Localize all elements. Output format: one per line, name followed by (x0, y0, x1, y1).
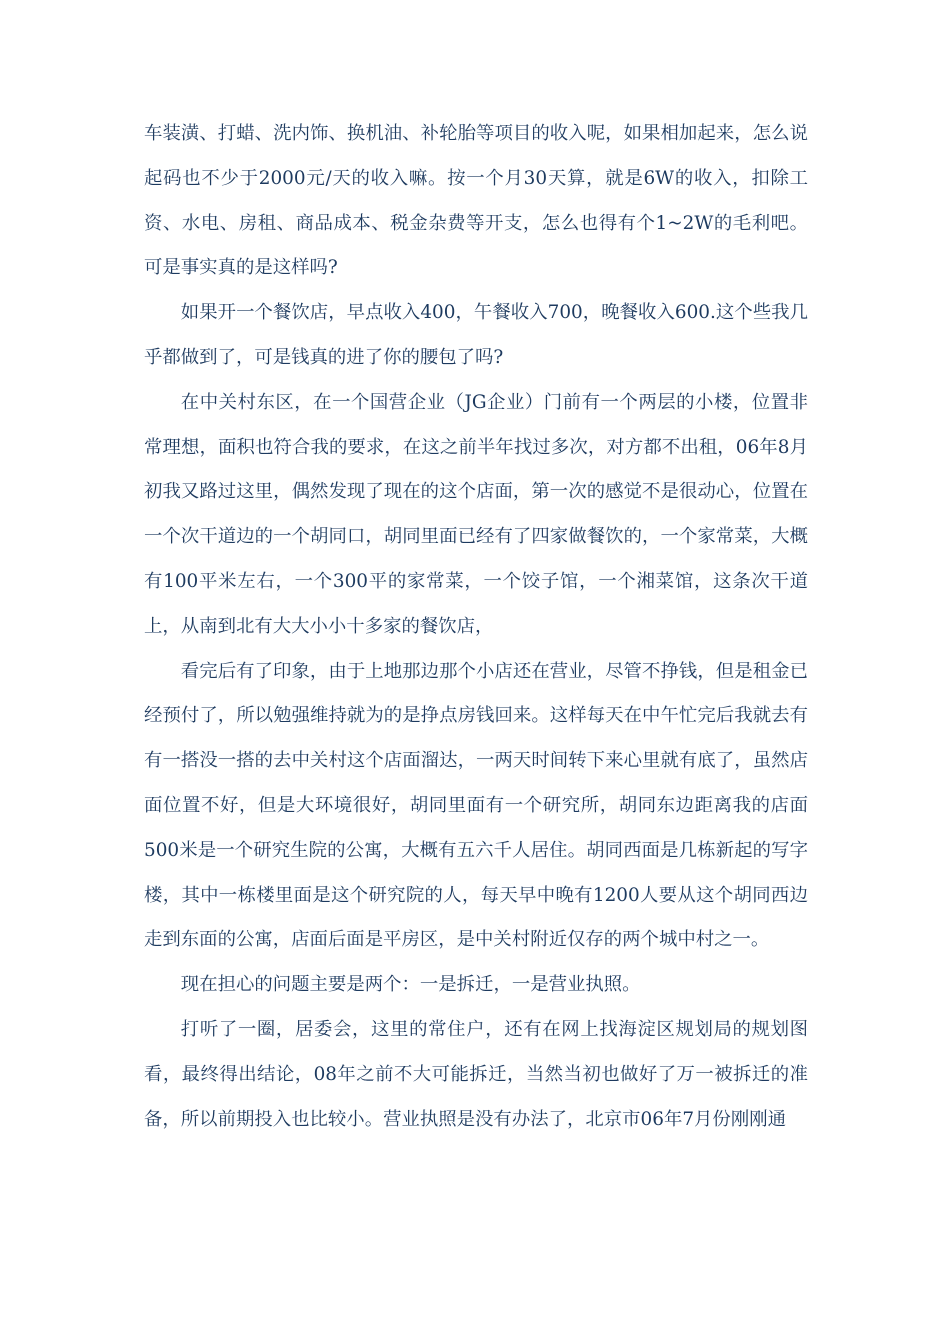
document-body (144, 112, 808, 1142)
paragraph-6: 打听了一圈，居委会，这里的常住户，还有在网上找海淀区规划局的规划图看，最终得出结论，08年之前不大可能拆迁，当然当初也做好了万一被拆迁的准备，所以前期投入也比较小。营业执照是没有办法了，北京市06年7月份刚刚通 (144, 1018, 808, 1130)
paragraph-2: 如果开一个餐饮店，早点收入400，午餐收入700，晚餐收入600.这个些我几乎都做到了，可是钱真的进了你的腰包了吗? (144, 302, 808, 368)
paragraph-1: 车装潢、打蜡、洗内饰、换机油、补轮胎等项目的收入呢，如果相加起来，怎么说起码也不少于2000元/天的收入嘛。按一个月30天算，就是6W的收入，扣除工资、水电、房租、商品成本、税金杂费等开支，怎么也得有个1~2W的毛利吧。可是事实真的是这样吗? (144, 123, 808, 279)
paragraph-4: 看完后有了印象，由于上地那边那个小店还在营业，尽管不挣钱，但是租金已经预付了，所以勉强维持就为的是挣点房钱回来。这样每天在中午忙完后我就去有有一搭没一搭的去中关村这个店面溜达，一两天时间转下来心里就有底了，虽然店面位置不好，但是大环境很好，胡同里面有一个研究所，胡同东边距离我的店面500米是一个研究生院的公寓，大概有五六千人居住。胡同西面是几栋新起的写字楼，其中一栋楼里面是这个研究院的人，每天早中晚有1200人要从这个胡同西边走到东面的公寓，店面后面是平房区，是中关村附近仅存的两个城中村之一。 (144, 660, 808, 951)
paragraph-5: 现在担心的问题主要是两个：一是拆迁，一是营业执照。 (180, 974, 641, 996)
paragraph-3: 在中关村东区，在一个国营企业（JG企业）门前有一个两层的小楼，位置非常理想，面积也符合我的要求，在这之前半年找过多次，对方都不出租，06年8月初我又路过这里，偶然发现了现在的这个店面，第一次的感觉不是很动心，位置在一个次干道边的一个胡同口，胡同里面已经有了四家做餐饮的，一个家常菜，大概有100平米左右，一个300平的家常菜，一个饺子馆，一个湘菜馆，这条次干道上，从南到北有大大小小十多家的餐饮店， (144, 391, 808, 637)
